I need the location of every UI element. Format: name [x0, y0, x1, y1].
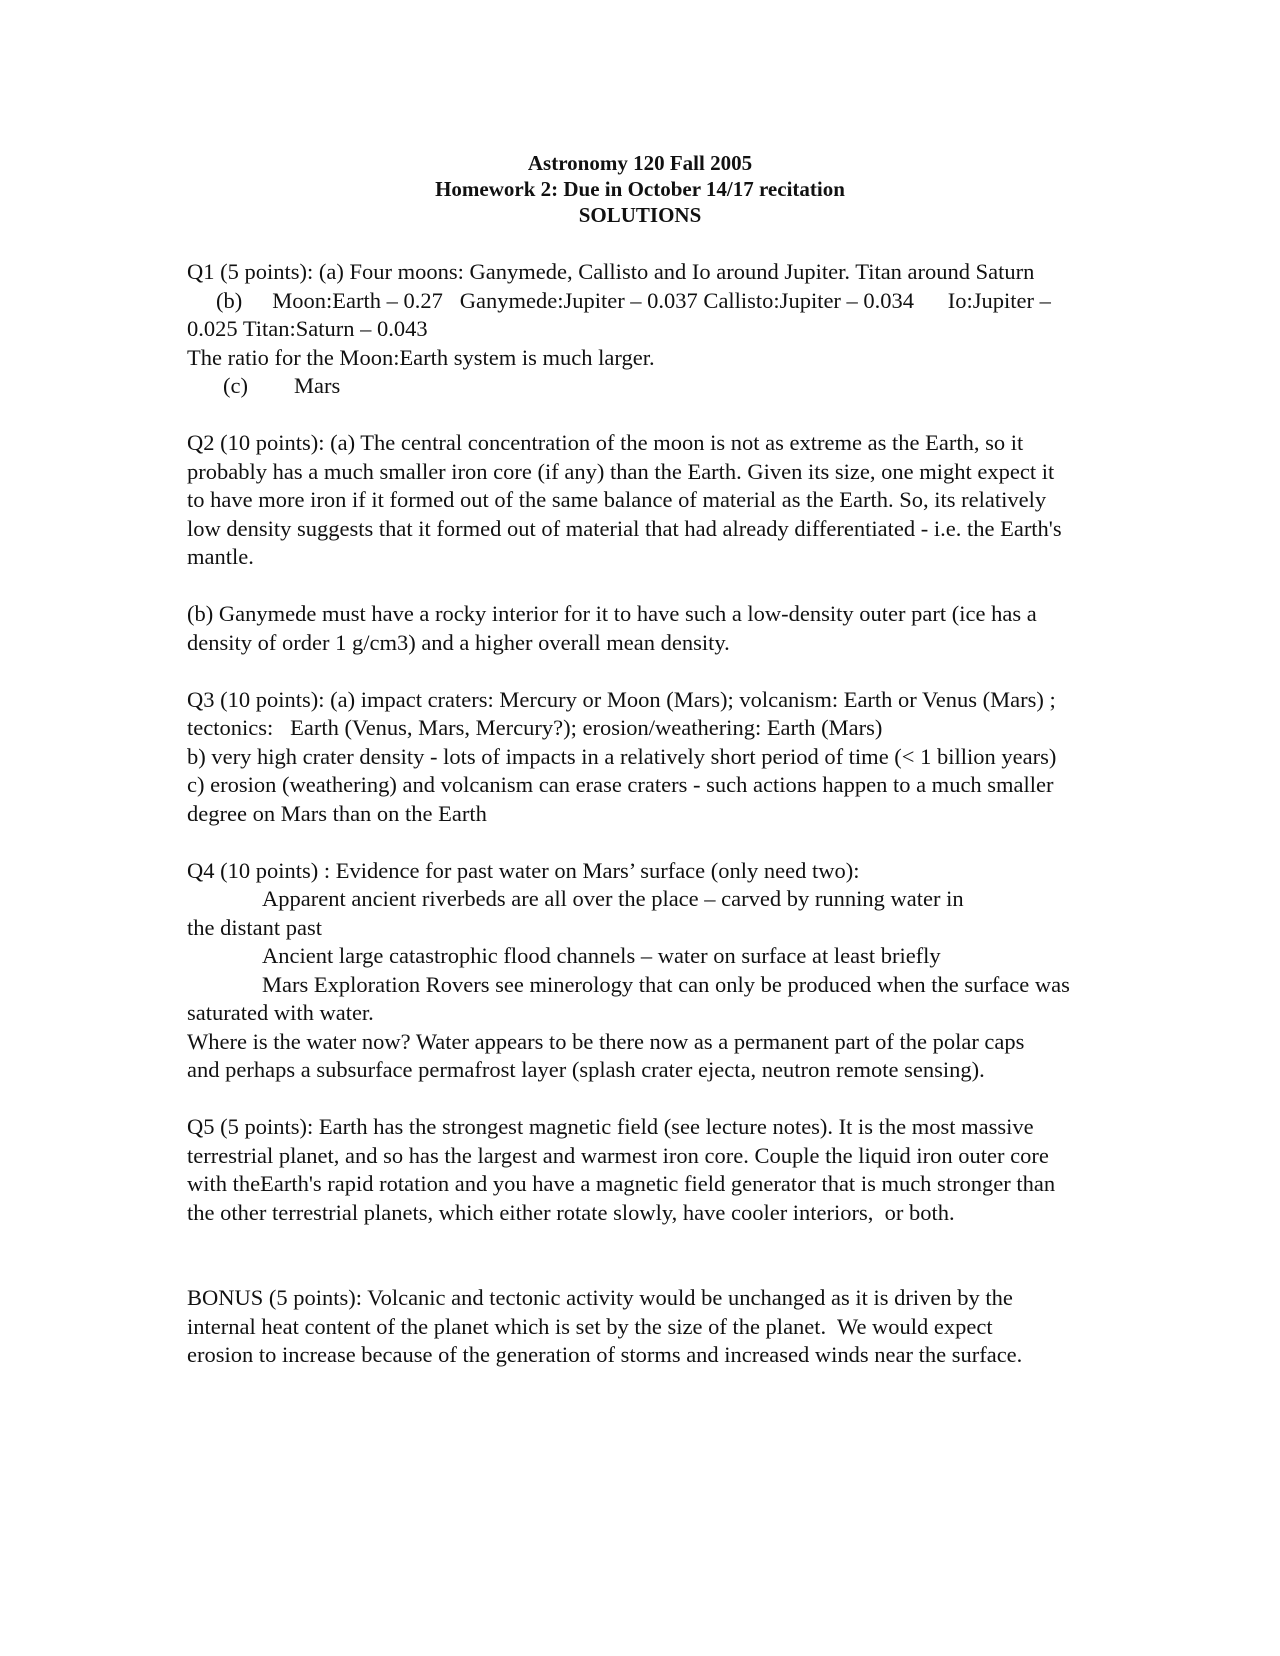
q5-line: the other terrestrial planets, which either rotate slowly, have cooler interiors, or both. [187, 1199, 955, 1225]
q4-line: Where is the water now? Water appears to be there now as a permanent part of the polar caps [187, 1028, 1025, 1054]
bonus-line: erosion to increase because of the generation of storms and increased winds near the surface. [187, 1342, 1023, 1367]
q3-line: Q3 (10 points): (a) impact craters: Mercury or Moon (Mars); volcanism: Earth or Venus (Mars) ; [187, 686, 1056, 712]
q1-b-text: Moon:Earth – 0.27 Ganymede:Jupiter – 0.037 Callisto:Jupiter – 0.034 Io:Jupiter – [272, 287, 1051, 313]
q2-b-line: density of order 1 g/cm3) and a higher overall mean density. [187, 629, 730, 655]
q4-evidence-item-cont: saturated with water. [187, 1000, 374, 1025]
q4-evidence-item: Apparent ancient riverbeds are all over the place – carved by running water in [262, 886, 964, 911]
q2-line: mantle. [187, 544, 254, 569]
bonus-line: BONUS (5 points): Volcanic and tectonic activity would be unchanged as it is driven by the [187, 1285, 1013, 1310]
q2-line: low density suggests that it formed out of material that had already differentiated - i.e. the Earth's [187, 515, 1062, 541]
q2-line: to have more iron if it formed out of the same balance of material as the Earth. So, its relatively [187, 487, 1047, 512]
q2-line: probably has a much smaller iron core (if any) than the Earth. Given its size, one might expect it [187, 458, 1055, 484]
course-title: Astronomy 120 Fall 2005 [527, 151, 753, 175]
question-1 [187, 258, 1167, 401]
question-5 [187, 1113, 1167, 1227]
q4-line: and perhaps a subsurface permafrost layer (splash crater ejecta, neutron remote sensing). [187, 1057, 985, 1082]
document-header [0, 150, 1280, 228]
q4-evidence-item: Ancient large catastrophic flood channels – water on surface at least briefly [262, 943, 941, 968]
q1-line: 0.025 Titan:Saturn – 0.043 [187, 316, 428, 341]
q2-line: Q2 (10 points): (a) The central concentration of the moon is not as extreme as the Earth, so it [187, 430, 1024, 455]
q4-line: Q4 (10 points) : Evidence for past water on Mars’ surface (only need two): [187, 857, 860, 883]
q3-line: tectonics: Earth (Venus, Mars, Mercury?); erosion/weathering: Earth (Mars) [187, 715, 883, 740]
question-2 [187, 429, 1167, 657]
q1-part-b [187, 287, 1167, 316]
q3-line: c) erosion (weathering) and volcanism can erase craters - such actions happen to a much smaller [187, 772, 1054, 797]
q1-c-text: Mars [293, 373, 341, 398]
document-body [187, 258, 1167, 1370]
q1-line: Q1 (5 points): (a) Four moons: Ganymede, Callisto and Io around Jupiter. Titan around Saturn [187, 259, 1035, 284]
solutions-label: SOLUTIONS [578, 203, 702, 227]
assignment-title: Homework 2: Due in October 14/17 recitation [435, 177, 845, 201]
q1-part-c [187, 372, 1167, 401]
q4-evidence-item-cont: the distant past [187, 914, 322, 940]
q1-line: The ratio for the Moon:Earth system is much larger. [187, 344, 655, 370]
q1-b-marker: (b) [216, 287, 243, 313]
q5-line: terrestrial planet, and so has the largest and warmest iron core. Couple the liquid iron outer core [187, 1142, 1049, 1168]
bonus-question [187, 1284, 1167, 1370]
q1-c-marker: (c) [223, 373, 248, 398]
q3-line: degree on Mars than on the Earth [187, 800, 487, 826]
q5-line: with theEarth's rapid rotation and you have a magnetic field generator that is much stronger than [187, 1171, 1056, 1196]
question-4 [187, 857, 1167, 1085]
q2-b-line: (b) Ganymede must have a rocky interior for it to have such a low-density outer part (ice has a [187, 601, 1037, 626]
bonus-line: internal heat content of the planet which is set by the size of the planet. We would expect [187, 1313, 993, 1339]
q3-line: b) very high crater density - lots of impacts in a relatively short period of time (< 1 billion years) [187, 743, 1057, 769]
q5-line: Q5 (5 points): Earth has the strongest magnetic field (see lecture notes). It is the most massive [187, 1114, 1034, 1139]
question-3 [187, 686, 1167, 829]
q4-evidence-item: Mars Exploration Rovers see minerology that can only be produced when the surface was [262, 971, 1070, 997]
